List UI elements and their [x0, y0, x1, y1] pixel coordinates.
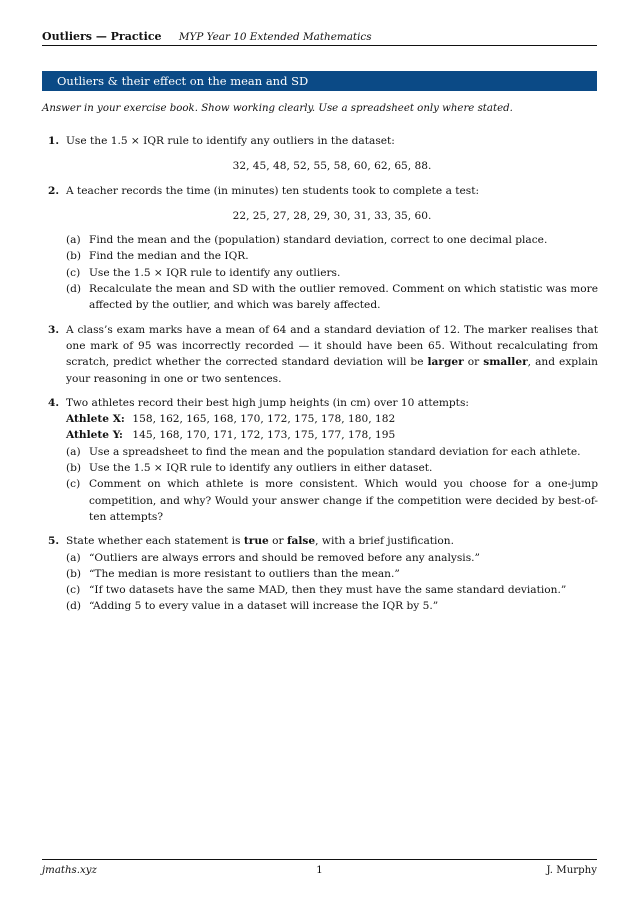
question-3: [42, 322, 598, 387]
subpart-text: “The median is more resistant to outliers than the mean.”: [89, 567, 400, 580]
subpart: [66, 248, 598, 264]
subpart-label: (d): [66, 283, 82, 296]
subpart-label: (b): [66, 567, 82, 580]
subpart: [66, 265, 598, 281]
subpart: [66, 598, 598, 614]
subpart-text: Use a spreadsheet to find the mean and the population standard deviation for each athlete.: [89, 445, 581, 458]
question-number: 5.: [48, 535, 60, 548]
subpart: [66, 232, 598, 248]
subpart-text: Comment on which athlete is more consistent. Which would you choose for a one-jump competition, and why? Would your answer change if the competition were decided by best-of-ten attempts?: [89, 478, 598, 523]
question-number: 3.: [48, 323, 60, 336]
question-text-part: , with a brief justification.: [315, 535, 454, 548]
header-left: [42, 30, 372, 43]
question-text: [66, 533, 598, 549]
subpart: [66, 444, 598, 460]
athlete-name: Athlete Y:: [66, 429, 123, 442]
page-header: [42, 30, 597, 46]
subpart: [66, 582, 598, 598]
subpart-label: (b): [66, 250, 82, 263]
athlete-values: 158, 162, 165, 168, 170, 172, 175, 178, 180, 182: [132, 413, 396, 426]
athlete-name: Athlete X:: [66, 413, 125, 426]
athlete-row: [66, 427, 598, 443]
subpart-label: (a): [66, 234, 81, 247]
header-subtitle: MYP Year 10 Extended Mathematics: [178, 31, 372, 43]
subpart-text: “Outliers are always errors and should be removed before any analysis.”: [89, 551, 480, 564]
question-text-part: or: [268, 535, 287, 548]
header-title: Outliers — Practice: [42, 30, 162, 43]
subpart-text: Use the 1.5 × IQR rule to identify any outliers.: [89, 266, 341, 279]
page-footer: [42, 859, 597, 876]
subpart-text: “Adding 5 to every value in a dataset will increase the IQR by 5.”: [89, 600, 439, 613]
subpart: [66, 460, 598, 476]
question-text: [66, 322, 598, 387]
footer-site: jmaths.xyz: [42, 865, 97, 876]
emphasis-false: false: [286, 535, 316, 548]
question-number: 1.: [48, 135, 60, 147]
subpart-label: (c): [66, 266, 81, 279]
question-text: Two athletes record their best high jump heights (in cm) over 10 attempts:: [66, 396, 469, 409]
question-1: [42, 133, 598, 175]
subparts: [66, 550, 598, 615]
question-number: 4.: [48, 396, 60, 409]
dataset: 22, 25, 27, 28, 29, 30, 31, 33, 35, 60.: [232, 209, 432, 222]
subpart-text: Find the median and the IQR.: [89, 250, 249, 263]
subpart-text: Use the 1.5 × IQR rule to identify any outliers in either dataset.: [89, 462, 433, 475]
subpart-label: (b): [66, 462, 82, 475]
subparts: [66, 232, 598, 313]
question-text-part: or: [463, 356, 484, 369]
subpart-text: “If two datasets have the same MAD, then they must have the same standard deviation.”: [89, 584, 567, 597]
question-text: A teacher records the time (in minutes) ten students took to complete a test:: [66, 184, 480, 197]
footer-author: J. Murphy: [546, 865, 597, 876]
dataset: 32, 45, 48, 52, 55, 58, 60, 62, 65, 88.: [232, 160, 432, 173]
question-5: [42, 533, 598, 614]
question-text-part: State whether each statement is: [66, 535, 244, 548]
subpart-text: Recalculate the mean and SD with the outlier removed. Comment on which statistic was more affected by the outlier, and which was barely affected.: [89, 283, 598, 312]
subpart-label: (a): [66, 551, 81, 564]
page-number: 1: [316, 865, 323, 876]
question-text: Use the 1.5 × IQR rule to identify any outliers in the dataset:: [66, 135, 395, 147]
subpart-label: (c): [66, 478, 81, 491]
subpart-label: (c): [66, 584, 81, 597]
subpart: [66, 566, 598, 582]
athlete-row: [66, 411, 598, 427]
emphasis-smaller: smaller: [483, 356, 528, 369]
subpart-label: (d): [66, 600, 82, 613]
question-number: 2.: [48, 184, 60, 197]
question-text-part: A class’s exam marks have a mean of 64 and a standard deviation of 12. The marker realises that one mark of 95 was incorrectly recorded — it should have been 65. Without recalculating from scratch, predict whether the corrected standard deviation will be: [66, 323, 598, 369]
athlete-values: 145, 168, 170, 171, 172, 173, 175, 177, 178, 195: [132, 429, 396, 442]
emphasis-larger: larger: [427, 356, 464, 369]
subpart: [66, 550, 598, 566]
emphasis-true: true: [243, 535, 269, 548]
question-4: [42, 395, 598, 525]
instructions: Answer in your exercise book. Show working clearly. Use a spreadsheet only where stated.: [42, 103, 513, 114]
question-list: [42, 133, 598, 623]
subpart: [66, 476, 598, 525]
section-banner: Outliers & their effect on the mean and SD: [42, 71, 597, 91]
subpart: [66, 281, 598, 314]
question-text-part: , and explain your reasoning in one or two sentences.: [66, 356, 598, 385]
subpart-text: Find the mean and the (population) standard deviation, correct to one decimal place.: [89, 234, 548, 247]
question-2: [42, 183, 598, 314]
subpart-label: (a): [66, 445, 81, 458]
subparts: [66, 444, 598, 525]
